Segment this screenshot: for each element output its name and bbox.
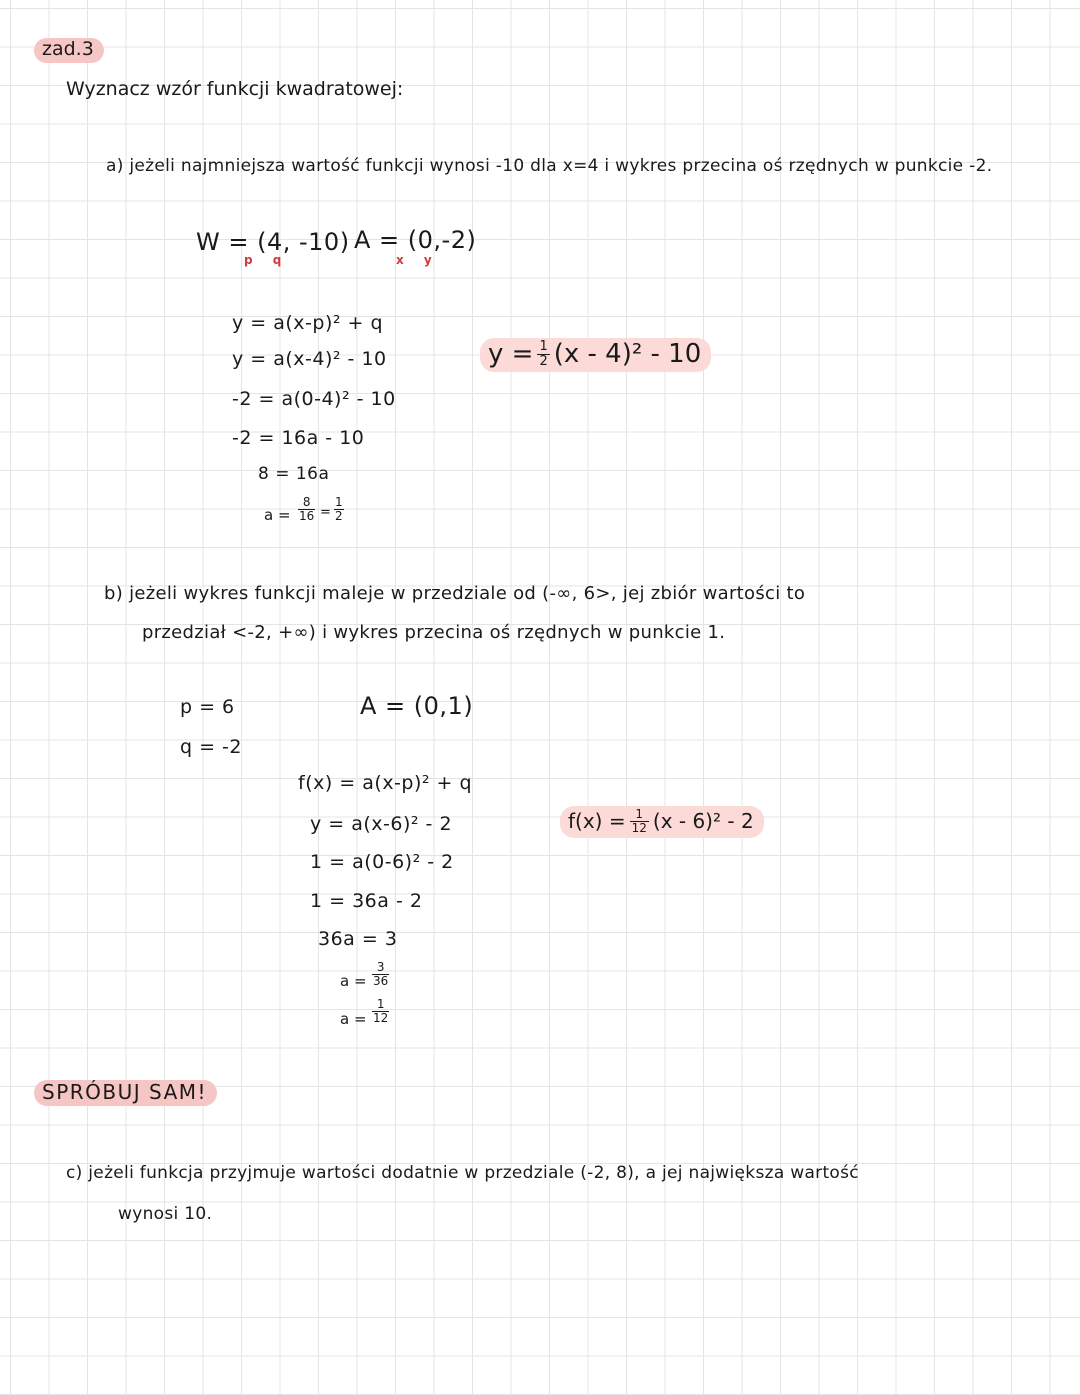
part-b-task-line-1: b) jeżeli wykres funkcji maleje w przedziale od (-∞, 6>, jej zbiór wartości to: [104, 583, 806, 604]
part-a-frac1-num: 8: [302, 495, 311, 509]
part-b-p: p = 6: [180, 696, 235, 718]
part-a-step-5: 8 = 16a: [258, 464, 330, 484]
part-a-answer: [480, 338, 711, 372]
part-b-frac1-den: 36: [373, 973, 389, 988]
part-b-answer-den: 12: [631, 820, 647, 835]
part-b-fraction-1-12: [372, 998, 389, 1024]
part-a-answer-num: 1: [539, 339, 548, 354]
part-b-frac2-den: 12: [373, 1010, 389, 1025]
part-b-answer: [560, 806, 764, 838]
part-a-frac2-den: 2: [335, 508, 343, 523]
part-a-frac2-num: 1: [335, 495, 343, 509]
part-b-frac1-num: 3: [376, 960, 385, 974]
part-b-step-3: 1 = a(0-6)² - 2: [310, 851, 454, 873]
part-b-answer-num: 1: [635, 807, 644, 821]
task-intro: Wyznacz wzór funkcji kwadratowej:: [66, 78, 404, 100]
part-b-a-prefix-1: a =: [340, 972, 367, 990]
part-a-fraction-1-2: [334, 496, 344, 522]
part-c-task-line-1: c) jeżeli funkcja przyjmuje wartości dodatnie w przedziale (-2, 8), a jej największa wartość: [66, 1163, 859, 1183]
part-a-step-2: y = a(x-4)² - 10: [232, 348, 387, 370]
part-b-step-2: y = a(x-6)² - 2: [310, 813, 453, 835]
part-a-answer-prefix: y =: [488, 339, 534, 370]
part-a-frac1-den: 16: [299, 508, 315, 523]
part-a-answer-den: 2: [539, 353, 548, 369]
part-a-step-4: -2 = 16a - 10: [232, 427, 365, 449]
part-a-answer-rest: (x - 4)² - 10: [553, 339, 702, 370]
part-a-task: a) jeżeli najmniejsza wartość funkcji wynosi -10 dla x=4 i wykres przecina oś rzędnych w punkcie -2.: [106, 156, 993, 176]
part-b-fraction-3-36: [372, 961, 389, 987]
part-a-step-1: y = a(x-p)² + q: [232, 312, 384, 334]
part-b-point: A = (0,1): [360, 692, 474, 720]
part-a-point-sub: x y: [396, 253, 440, 267]
part-b-a-prefix-2: a =: [340, 1010, 367, 1028]
part-b-answer-rest: (x - 6)² - 2: [652, 809, 754, 834]
part-b-step-5: 36a = 3: [318, 928, 398, 950]
part-a-eq: =: [320, 505, 331, 520]
part-a-vertex: W = (4, -10): [196, 228, 350, 256]
try-yourself-label: SPRÓBUJ SAM!: [34, 1080, 217, 1106]
part-b-q: q = -2: [180, 736, 243, 758]
part-a-point: A = (0,-2): [354, 226, 477, 254]
part-b-step-1: f(x) = a(x-p)² + q: [298, 772, 473, 794]
part-a-step-3: -2 = a(0-4)² - 10: [232, 388, 396, 410]
part-b-answer-fraction: [630, 808, 649, 834]
part-b-frac2-num: 1: [376, 997, 385, 1011]
part-a-fraction-8-16: [298, 496, 315, 522]
part-b-task-line-2: przedział <-2, +∞) i wykres przecina oś rzędnych w punkcie 1.: [142, 622, 726, 643]
part-a-a-prefix: a =: [264, 506, 291, 524]
part-c-task-line-2: wynosi 10.: [118, 1204, 213, 1224]
part-a-vertex-sub: p q: [244, 253, 290, 267]
part-b-step-4: 1 = 36a - 2: [310, 890, 423, 912]
part-b-answer-prefix: f(x) =: [568, 809, 626, 834]
part-a-answer-fraction: [537, 340, 549, 368]
task-number-badge: zad.3: [34, 38, 104, 63]
